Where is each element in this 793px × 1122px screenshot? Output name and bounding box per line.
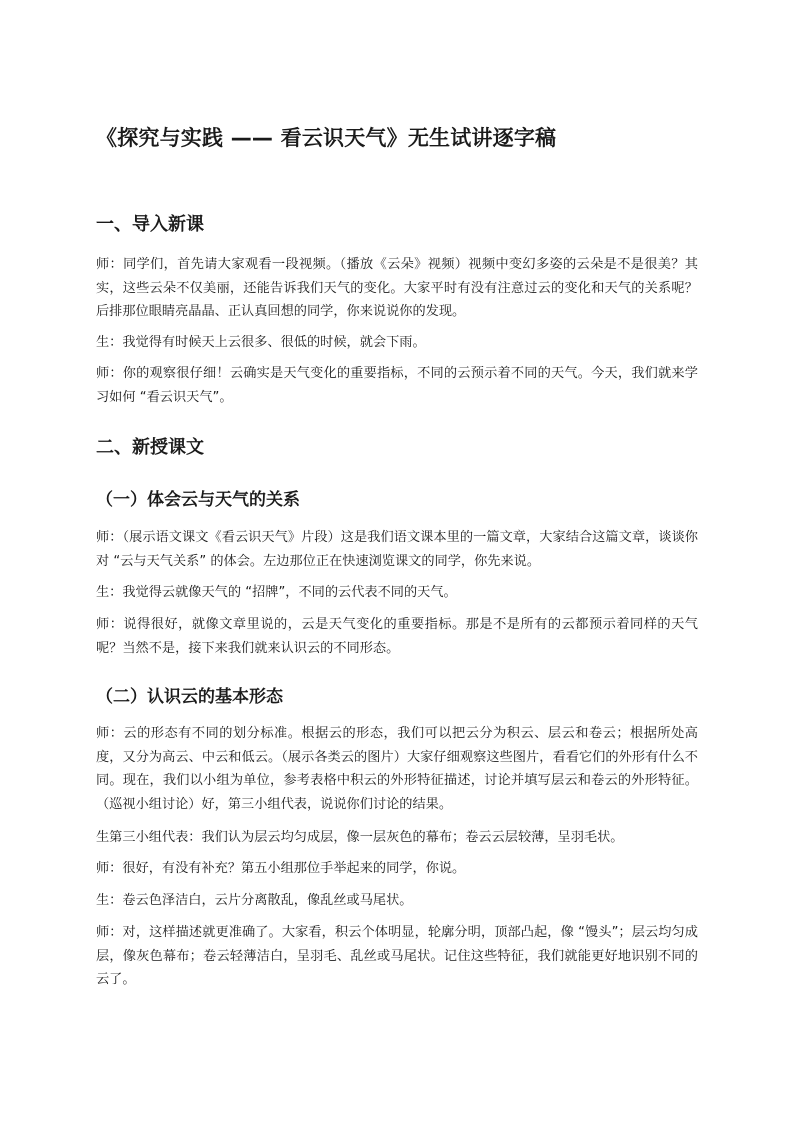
- paragraph: 师：你的观察很仔细！云确实是天气变化的重要指标，不同的云预示着不同的天气。今天，我们就来学习如何 “看云识天气”。: [96, 366, 698, 405]
- paragraph: 生第三小组代表：我们认为层云均匀成层，像一层灰色的幕布；卷云云层较薄，呈羽毛状。: [96, 830, 624, 845]
- subsection-heading-cloud-forms: （二）认识云的基本形态: [96, 687, 283, 707]
- paragraph: 生：我觉得云就像天气的 “招牌”，不同的云代表不同的天气。: [96, 585, 457, 600]
- subsection-heading-cloud-weather: （一）体会云与天气的关系: [96, 490, 300, 510]
- paragraph: 师：说得很好，就像文章里说的，云是天气变化的重要指标。那是不是所有的云都预示着同样的天气呢？当然不是，接下来我们就来认识云的不同形态。: [96, 617, 698, 656]
- paragraph: 师：很好，有没有补充？第五小组那位手举起来的同学，你说。: [96, 861, 466, 876]
- paragraph: 师：对，这样描述就更准确了。大家看，积云个体明显，轮廓分明，顶部凸起，像 “馒头”；层云均匀成层，像灰色幕布；卷云轻薄洁白，呈羽毛、乱丝或马尾状。记住这些特征，我们就能更好地识别不同的云了。: [96, 925, 698, 987]
- document-title: 《探究与实践 —— 看云识天气》无生试讲逐字稿: [96, 126, 557, 150]
- paragraph: 生：我觉得有时候天上云很多、很低的时候，就会下雨。: [96, 335, 426, 350]
- section-heading-new-lesson: 二、新授课文: [96, 437, 204, 458]
- paragraph: 生：卷云色泽洁白，云片分离散乱，像乱丝或马尾状。: [96, 893, 413, 908]
- section-heading-intro: 一、导入新课: [96, 214, 204, 235]
- paragraph: 师：（展示语文课文《看云识天气》片段）这是我们语文课本里的一篇文章，大家结合这篇文章，谈谈你对 “云与天气关系” 的体会。左边那位正在快速浏览课文的同学，你先来说。: [96, 530, 698, 569]
- paragraph: 师：同学们，首先请大家观看一段视频。（播放《云朵》视频）视频中变幻多姿的云朵是不是很美？其实，这些云朵不仅美丽，还能告诉我们天气的变化。大家平时有没有注意过云的变化和天气的关系呢？后排那位眼睛亮晶晶、正认真回想的同学，你来说说你的发现。: [96, 257, 698, 319]
- paragraph: 师：云的形态有不同的划分标准。根据云的形态，我们可以把云分为积云、层云和卷云；根据所处高度，又分为高云、中云和低云。（展示各类云的图片）大家仔细观察这些图片，看看它们的外形有什么不同。现在，我们以小组为单位，参考表格中积云的外形特征描述，讨论并填写层云和卷云的外形特征。（巡视小组讨论）好，第三小组代表，说说你们讨论的结果。: [96, 726, 698, 812]
